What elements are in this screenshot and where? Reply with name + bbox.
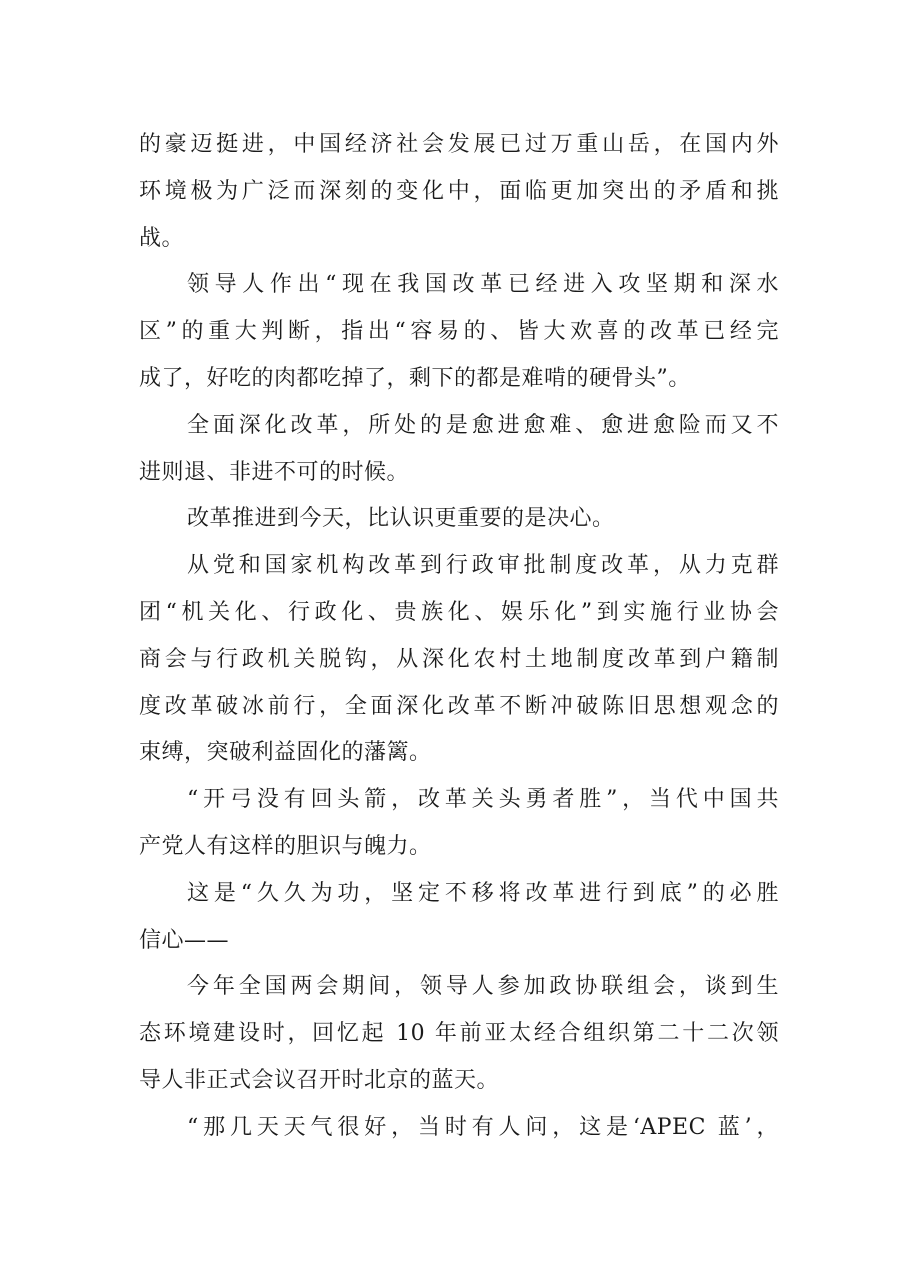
text-line: 产党人有这样的胆识与魄力。	[139, 833, 432, 859]
paragraph-first-line: 改革推进到今天，比认识更重要的是决心。	[187, 506, 615, 532]
paragraph-first-line: 今年全国两会期间，领导人参加政协联组会，谈到生	[187, 974, 779, 1000]
text-line: 束缚，突破利益固化的藩篱。	[139, 740, 432, 766]
text-line: 导人非正式会议召开时北京的蓝天。	[139, 1067, 500, 1093]
text-line: 成了，好吃的肉都吃掉了，剩下的都是难啃的硬骨头”。	[139, 365, 691, 391]
paragraph-first-line: 这是“久久为功，坚定不移将改革进行到底”的必胜	[187, 880, 779, 906]
paragraph-first-line: “那几天天气很好，当时有人问，这是‘APEC 蓝’，	[187, 1114, 779, 1140]
text-line: 进则退、非进不可的时候。	[139, 459, 410, 485]
paragraph-first-line: 全面深化改革，所处的是愈进愈难、愈进愈险而又不	[187, 412, 779, 438]
text-line: 环境极为广泛而深刻的变化中，面临更加突出的矛盾和挑	[139, 178, 779, 204]
document-body	[139, 122, 779, 1152]
text-line: 态环境建设时，回忆起 10 年前亚太经合组织第二十二次领	[139, 1021, 779, 1047]
paragraph-first-line: “开弓没有回头箭，改革关头勇者胜”，当代中国共	[187, 787, 779, 813]
text-line: 区”的重大判断，指出“容易的、皆大欢喜的改革已经完	[139, 319, 779, 345]
text-line: 商会与行政机关脱钩，从深化农村土地制度改革到户籍制	[139, 646, 779, 672]
text-line: 战。	[139, 225, 185, 251]
text-line: 度改革破冰前行，全面深化改革不断冲破陈旧思想观念的	[139, 693, 779, 719]
paragraph-first-line: 领导人作出“现在我国改革已经进入攻坚期和深水	[187, 272, 779, 298]
text-line: 信心——	[139, 927, 230, 953]
text-line: 团“机关化、行政化、贵族化、娱乐化”到实施行业协会	[139, 599, 779, 625]
text-line: 的豪迈挺进，中国经济社会发展已过万重山岳，在国内外	[139, 132, 779, 157]
paragraph-first-line: 从党和国家机构改革到行政审批制度改革，从力克群	[187, 553, 779, 579]
